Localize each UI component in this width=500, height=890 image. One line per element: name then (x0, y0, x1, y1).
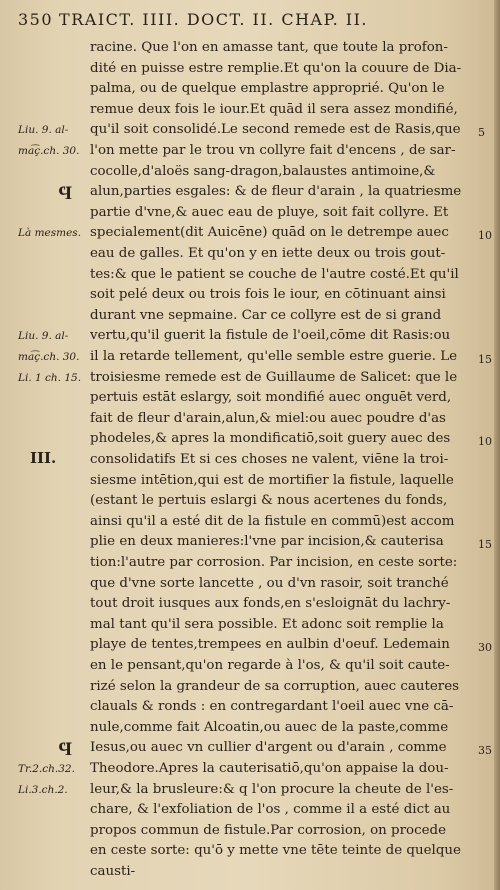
text-line: mal tant qu'il sera possible. Et adonc soit remplie la (90, 616, 444, 632)
text-line: chare, & l'exfoliation de l'os , comme il a esté dict au (90, 802, 451, 818)
line-number: 30 (478, 641, 492, 655)
text-line: leur,& la brusleure:& q l'on procure la cheute de l'es- (90, 781, 454, 797)
text-line: pertuis estāt eslargy, soit mondifié auec onguēt verd, (90, 390, 452, 406)
text-line: alun,parties esgales: & de fleur d'arain , la quatriesme (90, 184, 462, 200)
text-line: tes:& que le patient se couche de l'autre costé.Et qu'il (90, 266, 459, 282)
text-line: ainsi qu'il a esté dit de la fistule en commū)est accom (90, 513, 455, 529)
line-number: 35 (478, 744, 492, 758)
text-line: racine. Que l'on en amasse tant, que toute la profon- (90, 40, 448, 55)
text-line: tout droit iusques aux fonds,en s'esloignāt du lachry- (90, 596, 451, 612)
pilcrow-mark: Ϥ (58, 182, 72, 205)
page-edge (494, 0, 500, 890)
margin-note: Là mesmes. (18, 227, 82, 240)
text-line: rizé selon la grandeur de sa corruption, auec cauteres (90, 678, 460, 694)
text-line: que d'vne sorte lancette , ou d'vn rasoir, soit tranché (90, 575, 449, 591)
text-line: soit pelé deux ou trois fois le iour, en cōtinuant ainsi (90, 287, 446, 303)
text-line: l'on mette par le trou vn collyre fait d'encens , de sar- (90, 143, 456, 158)
text-line: il la retarde tellement, qu'elle semble estre guerie. Le (90, 349, 458, 364)
running-head: TRAICT. IIII. DOCT. II. CHAP. II. (59, 9, 368, 29)
text-line: tion:l'autre par corrosion. Par incision, en ceste sorte: (90, 555, 458, 570)
text-line: Theodore.Apres la cauterisatiō,qu'on appaise la dou- (90, 761, 449, 776)
margin-note: Li. 1 ch. 15. (18, 371, 82, 384)
text-line: palma, ou de quelque emplastre approprié. Qu'on le (90, 81, 445, 97)
text-line: nule,comme fait Alcoatin,ou auec de la paste,comme (90, 719, 449, 735)
text-line: specialement(dit Auicēne) quād on le detrempe auec (90, 225, 449, 241)
text-line: remue deux fois le iour.Et quād il sera assez mondifié, (90, 101, 458, 117)
text-line: durant vne sepmaine. Car ce collyre est de si grand (90, 307, 442, 323)
running-header (18, 6, 488, 32)
margin-note: Liu. 9. al- (18, 330, 69, 343)
text-line: playe de tentes,trempees en aulbin d'oeuf. Ledemain (90, 637, 450, 653)
margin-note: Li.3.ch.2. (18, 783, 68, 796)
text-line: cocolle,d'aloës sang-dragon,balaustes antimoine,& (90, 163, 436, 179)
line-number: 15 (478, 538, 492, 552)
line-number: 10 (478, 229, 492, 243)
line-number: 10 (478, 435, 492, 449)
margin-note: ma͡ç.ch. 30. (18, 351, 80, 363)
text-line: plie en deux manieres:l'vne par incision,& cauterisa (90, 534, 444, 550)
text-line: en le pensant,qu'on regarde à l'os, & qu'il soit caute- (90, 658, 450, 673)
text-line: siesme intētion,qui est de mortifier la fistule, laquelle (90, 472, 454, 488)
text-line: clauals & ronds : en contregardant l'oeil auec vne cā- (90, 699, 454, 715)
text-line: Iesus,ou auec vn cullier d'argent ou d'arain , comme (90, 740, 447, 756)
text-line: causti- (90, 864, 136, 879)
margin-note: ma͡ç.ch. 30. (18, 145, 80, 157)
section-mark: III. (30, 449, 57, 467)
text-line: dité en puisse estre remplie.Et qu'on la couure de Dia- (90, 60, 462, 76)
text-line: phodeles,& apres la mondificatiō,soit guery auec des (90, 431, 451, 447)
text-line: en ceste sorte: qu'ō y mette vne tēte teinte de quelque (90, 843, 461, 859)
margin-note: Tr.2.ch.32. (18, 763, 75, 775)
page-number: 350 (18, 9, 54, 29)
pilcrow-mark: Ϥ (58, 738, 72, 761)
text-line: vertu,qu'il guerit la fistule de l'oeil,cōme dit Rasis:ou (90, 328, 451, 344)
text-line: eau de galles. Et qu'on y en iette deux ou trois gout- (90, 246, 446, 261)
text-line: qu'il soit consolidé.Le second remede est de Rasis,que (90, 122, 461, 138)
text-line: consolidatifs Et si ces choses ne valent, viēne la troi- (90, 452, 449, 467)
text-line: fait de fleur d'arain,alun,& miel:ou auec poudre d'as (90, 410, 446, 426)
text-line: partie d'vne,& auec eau de pluye, soit fait collyre. Et (90, 204, 449, 220)
text-line: propos commun de fistule.Par corrosion, on procede (90, 822, 447, 838)
text-line: (estant le pertuis eslargi & nous acertenes du fonds, (90, 493, 448, 509)
line-number: 5 (478, 126, 485, 140)
text-line: troisiesme remede est de Guillaume de Salicet: que le (90, 369, 458, 385)
margin-note: Liu. 9. al- (18, 124, 69, 137)
line-number: 15 (478, 353, 492, 366)
